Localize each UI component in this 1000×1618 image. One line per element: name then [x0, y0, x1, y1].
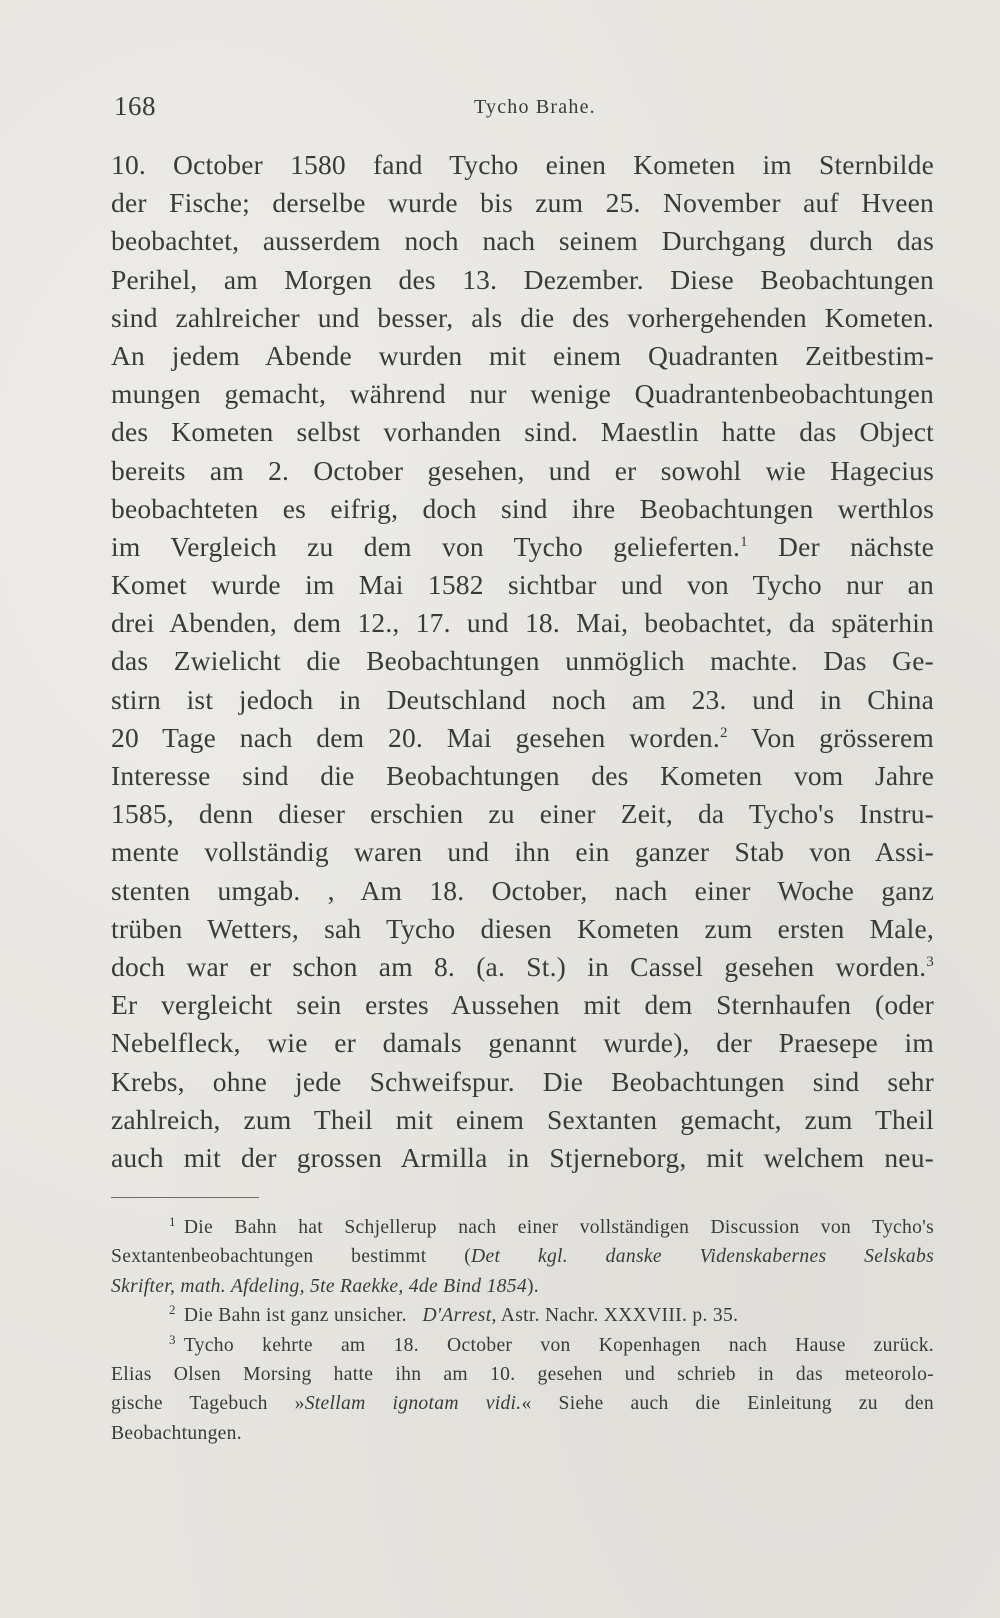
text-segment: 20 Tage nach dem 20. Mai gesehen worden. [111, 721, 720, 753]
footnote-citation: Det kgl. danske Videnskabernes Selskabs [471, 1246, 934, 1268]
footnote-divider [111, 1197, 259, 1198]
footnote-text: ). [526, 1275, 540, 1297]
text-line: drei Abenden, dem 12., 17. und 18. Mai, beobachtet, da späterhin [111, 607, 934, 639]
text-segment: doch war er schon am 8. (a. St.) in Cassel gesehen worden. [111, 950, 927, 982]
text-line: mungen gemacht, während nur wenige Quadrantenbeobachtungen [111, 378, 934, 410]
running-head [114, 88, 934, 124]
text-line: auch mit der grossen Armilla in Stjerneborg, mit welchem neu- [111, 1141, 934, 1173]
footnote-line: Elias Olsen Morsing hatte ihn am 10. gesehen und schrieb in das meteorolo- [111, 1363, 934, 1385]
footnote-text: , Astr. Nachr. XXXVIII. p. 35. [491, 1305, 739, 1327]
footnote-number: 1 [169, 1214, 176, 1229]
footnote-line [111, 1331, 934, 1360]
text-line [111, 948, 934, 986]
text-line: sind zahlreicher und besser, als die des vorhergehenden Kometen. [111, 301, 934, 333]
body-text [111, 146, 934, 1177]
text-line: trüben Wetters, sah Tycho diesen Kometen zum ersten Male, [111, 912, 934, 944]
text-line: stenten umgab. , Am 18. October, nach einer Woche ganz [111, 874, 934, 906]
footnote-number: 3 [169, 1331, 176, 1347]
footnote-citation: Skrifter, math. Afdeling, 5te Raekke, 4de Bind 1854 [111, 1275, 527, 1297]
footnote-line [111, 1242, 934, 1271]
footnote-line [111, 1213, 934, 1242]
text-line [111, 528, 934, 566]
text-line: beobachteten es eifrig, doch sind ihre Beobachtungen werthlos [111, 492, 934, 524]
text-line: Interesse sind die Beobachtungen des Kometen vom Jahre [111, 760, 934, 791]
text-line: das Zwielicht die Beobachtungen unmöglich machte. Das Ge- [111, 645, 934, 677]
text-line: Komet wurde im Mai 1582 sichtbar und von Tycho nur an [111, 569, 934, 601]
text-line: des Kometen selbst vorhanden sind. Maestlin hatte das Object [111, 416, 934, 448]
running-title: Tycho Brahe. [474, 96, 596, 118]
footnote-marker: 2 [719, 724, 728, 741]
text-line: der Fische; derselbe wurde bis zum 25. November auf Hveen [111, 187, 934, 219]
text-line [111, 719, 934, 757]
footnote-text: Sextantenbeobachtungen bestimmt ( [111, 1246, 472, 1268]
text-line: Krebs, ohne jede Schweifspur. Die Beobachtungen sind sehr [111, 1065, 934, 1097]
footnote-marker: 3 [926, 953, 934, 970]
footnote-text: « Siehe auch die Einleitung zu den [521, 1393, 935, 1415]
text-line: Perihel, am Morgen des 13. Dezember. Diese Beobachtungen [111, 263, 934, 295]
footnote-line [111, 1272, 934, 1301]
footnote-citation: D'Arrest [422, 1305, 492, 1327]
footnotes [111, 1213, 934, 1448]
text-segment: Von grösserem [750, 721, 934, 753]
footnote-text: Die Bahn hat Schjellerup nach einer vollständigen Discussion von Tycho's [183, 1217, 934, 1238]
footnote-text: Tycho kehrte am 18. October von Kopenhagen nach Hause zurück. [183, 1334, 934, 1356]
text-line: Nebelfleck, wie er damals genannt wurde), der Praesepe im [111, 1027, 934, 1059]
text-segment: Der nächste [778, 530, 935, 562]
footnote-citation: Stellam ignotam vidi. [304, 1393, 522, 1415]
footnote-number: 2 [169, 1302, 176, 1318]
text-line: 1585, denn dieser erschien zu einer Zeit, da Tycho's Instru- [111, 798, 934, 830]
footnote-text: Die Bahn ist ganz unsicher. [183, 1305, 407, 1327]
footnote-line [111, 1389, 934, 1418]
text-line: An jedem Abende wurden mit einem Quadranten Zeitbestim- [111, 339, 934, 371]
footnote-text: gische Tagebuch » [111, 1393, 305, 1415]
text-line: stirn ist jedoch in Deutschland noch am 23. und in China [111, 683, 934, 715]
text-line: Er vergleicht sein erstes Aussehen mit dem Sternhaufen (oder [111, 989, 934, 1021]
footnote-line: Beobachtungen. [111, 1422, 242, 1444]
text-line: beobachtet, ausserdem noch nach seinem Durchgang durch das [111, 225, 934, 257]
text-line: 10. October 1580 fand Tycho einen Kometen im Sternbilde [111, 149, 934, 180]
text-line: bereits am 2. October gesehen, und er sowohl wie Hagecius [111, 454, 934, 486]
text-line: zahlreich, zum Theil mit einem Sextanten gemacht, zum Theil [111, 1103, 934, 1135]
page-number: 168 [114, 91, 156, 121]
footnote-marker: 1 [740, 533, 748, 550]
text-segment: im Vergleich zu dem von Tycho gelieferten. [111, 530, 741, 562]
text-line: mente vollständig waren und ihn ein ganzer Stab von Assi- [111, 836, 934, 868]
footnote-line [111, 1301, 934, 1330]
